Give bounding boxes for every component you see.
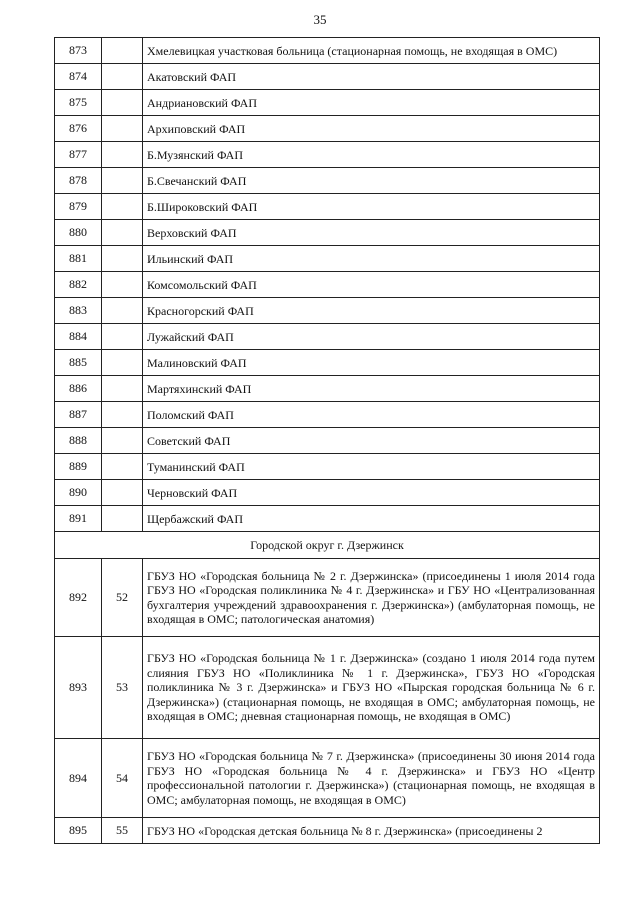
row-number: 886 bbox=[55, 376, 102, 402]
row-number: 878 bbox=[55, 168, 102, 194]
row-number: 887 bbox=[55, 402, 102, 428]
row-name: Красногорский ФАП bbox=[143, 298, 600, 324]
row-code bbox=[102, 220, 143, 246]
table-row bbox=[55, 559, 600, 637]
row-name: ГБУЗ НО «Городская больница № 2 г. Дзержинска» (присоединены 1 июля 2014 года ГБУЗ НО «Городская поликлиника № 4 г. Дзержинска» и ГБУ НО «Централизованная бухгалтерия учреждений здравоохранения г. Дзержинска») (амбулаторная помощь, не входящая в ОМС; патологическая анатомия) bbox=[143, 559, 600, 637]
row-code bbox=[102, 142, 143, 168]
row-number: 893 bbox=[55, 637, 102, 739]
row-number: 875 bbox=[55, 90, 102, 116]
row-number: 873 bbox=[55, 38, 102, 64]
row-number: 880 bbox=[55, 220, 102, 246]
row-code bbox=[102, 506, 143, 532]
row-number: 882 bbox=[55, 272, 102, 298]
row-number: 895 bbox=[55, 818, 102, 844]
row-code: 55 bbox=[102, 818, 143, 844]
table-row bbox=[55, 637, 600, 739]
row-code: 53 bbox=[102, 637, 143, 739]
row-code bbox=[102, 246, 143, 272]
table-row bbox=[55, 168, 600, 194]
table-row bbox=[55, 506, 600, 532]
table-row bbox=[55, 739, 600, 818]
row-code bbox=[102, 90, 143, 116]
row-name: Лужайский ФАП bbox=[143, 324, 600, 350]
table-row bbox=[55, 116, 600, 142]
row-number: 894 bbox=[55, 739, 102, 818]
row-name: Комсомольский ФАП bbox=[143, 272, 600, 298]
page-number: 35 bbox=[313, 12, 327, 27]
table-row bbox=[55, 480, 600, 506]
row-name: Черновский ФАП bbox=[143, 480, 600, 506]
row-code: 54 bbox=[102, 739, 143, 818]
row-name: Б.Музянский ФАП bbox=[143, 142, 600, 168]
row-name: Поломский ФАП bbox=[143, 402, 600, 428]
row-name: Верховский ФАП bbox=[143, 220, 600, 246]
section-title: Городской округ г. Дзержинск bbox=[55, 532, 600, 559]
row-number: 890 bbox=[55, 480, 102, 506]
table-row bbox=[55, 298, 600, 324]
row-name: Ильинский ФАП bbox=[143, 246, 600, 272]
row-number: 884 bbox=[55, 324, 102, 350]
row-name: ГБУЗ НО «Городская больница № 1 г. Дзержинска» (создано 1 июля 2014 года путем слияния ГБУЗ НО «Поликлиника № 1 г. Дзержинска», ГБУЗ НО «Городская поликлиника № 3 г. Дзержинска» и ГБУЗ НО «Пырская городская больница № 6 г. Дзержинска») (стационарная помощь, не входящая в ОМС; амбулаторная помощь, не входящая в ОМС; дневная стационарная помощь, не входящая в ОМС) bbox=[143, 637, 600, 739]
row-code bbox=[102, 168, 143, 194]
row-code bbox=[102, 324, 143, 350]
row-code bbox=[102, 480, 143, 506]
row-name: Малиновский ФАП bbox=[143, 350, 600, 376]
table-row bbox=[55, 324, 600, 350]
table-row bbox=[55, 220, 600, 246]
row-code bbox=[102, 428, 143, 454]
row-number: 881 bbox=[55, 246, 102, 272]
row-name: Акатовский ФАП bbox=[143, 64, 600, 90]
table-row bbox=[55, 428, 600, 454]
section-row bbox=[55, 532, 600, 559]
row-number: 883 bbox=[55, 298, 102, 324]
row-name: Советский ФАП bbox=[143, 428, 600, 454]
row-number: 885 bbox=[55, 350, 102, 376]
row-name: ГБУЗ НО «Городская детская больница № 8 г. Дзержинска» (присоединены 2 bbox=[143, 818, 600, 844]
row-number: 879 bbox=[55, 194, 102, 220]
row-code bbox=[102, 194, 143, 220]
row-name: Туманинский ФАП bbox=[143, 454, 600, 480]
table-row bbox=[55, 376, 600, 402]
row-name: Мартяхинский ФАП bbox=[143, 376, 600, 402]
row-number: 874 bbox=[55, 64, 102, 90]
row-number: 892 bbox=[55, 559, 102, 637]
row-number: 877 bbox=[55, 142, 102, 168]
row-number: 888 bbox=[55, 428, 102, 454]
table-row bbox=[55, 818, 600, 844]
table-row bbox=[55, 454, 600, 480]
row-code bbox=[102, 402, 143, 428]
row-code bbox=[102, 454, 143, 480]
row-code bbox=[102, 116, 143, 142]
table-row bbox=[55, 90, 600, 116]
row-name: Архиповский ФАП bbox=[143, 116, 600, 142]
table-row bbox=[55, 38, 600, 64]
row-code bbox=[102, 38, 143, 64]
table-body bbox=[55, 38, 600, 844]
row-name: ГБУЗ НО «Городская больница № 7 г. Дзержинска» (присоединены 30 июня 2014 года ГБУЗ НО «Городская больница № 4 г. Дзержинска» и ГБУЗ НО «Центр профессиональной патологии г. Дзержинска») (стационарная помощь, не входящая в ОМС; амбулаторная помощь, не входящая в ОМС) bbox=[143, 739, 600, 818]
institutions-table bbox=[54, 37, 600, 844]
table-row bbox=[55, 350, 600, 376]
row-code bbox=[102, 298, 143, 324]
row-code: 52 bbox=[102, 559, 143, 637]
row-number: 876 bbox=[55, 116, 102, 142]
row-number: 891 bbox=[55, 506, 102, 532]
row-name: Б.Свечанский ФАП bbox=[143, 168, 600, 194]
table-row bbox=[55, 402, 600, 428]
row-number: 889 bbox=[55, 454, 102, 480]
row-code bbox=[102, 64, 143, 90]
row-name: Хмелевицкая участковая больница (стационарная помощь, не входящая в ОМС) bbox=[143, 38, 600, 64]
table-row bbox=[55, 272, 600, 298]
table-row bbox=[55, 246, 600, 272]
table-row bbox=[55, 64, 600, 90]
row-code bbox=[102, 272, 143, 298]
table-row bbox=[55, 142, 600, 168]
row-name: Щербажский ФАП bbox=[143, 506, 600, 532]
row-name: Андриановский ФАП bbox=[143, 90, 600, 116]
row-code bbox=[102, 376, 143, 402]
row-name: Б.Широковский ФАП bbox=[143, 194, 600, 220]
row-code bbox=[102, 350, 143, 376]
table-row bbox=[55, 194, 600, 220]
